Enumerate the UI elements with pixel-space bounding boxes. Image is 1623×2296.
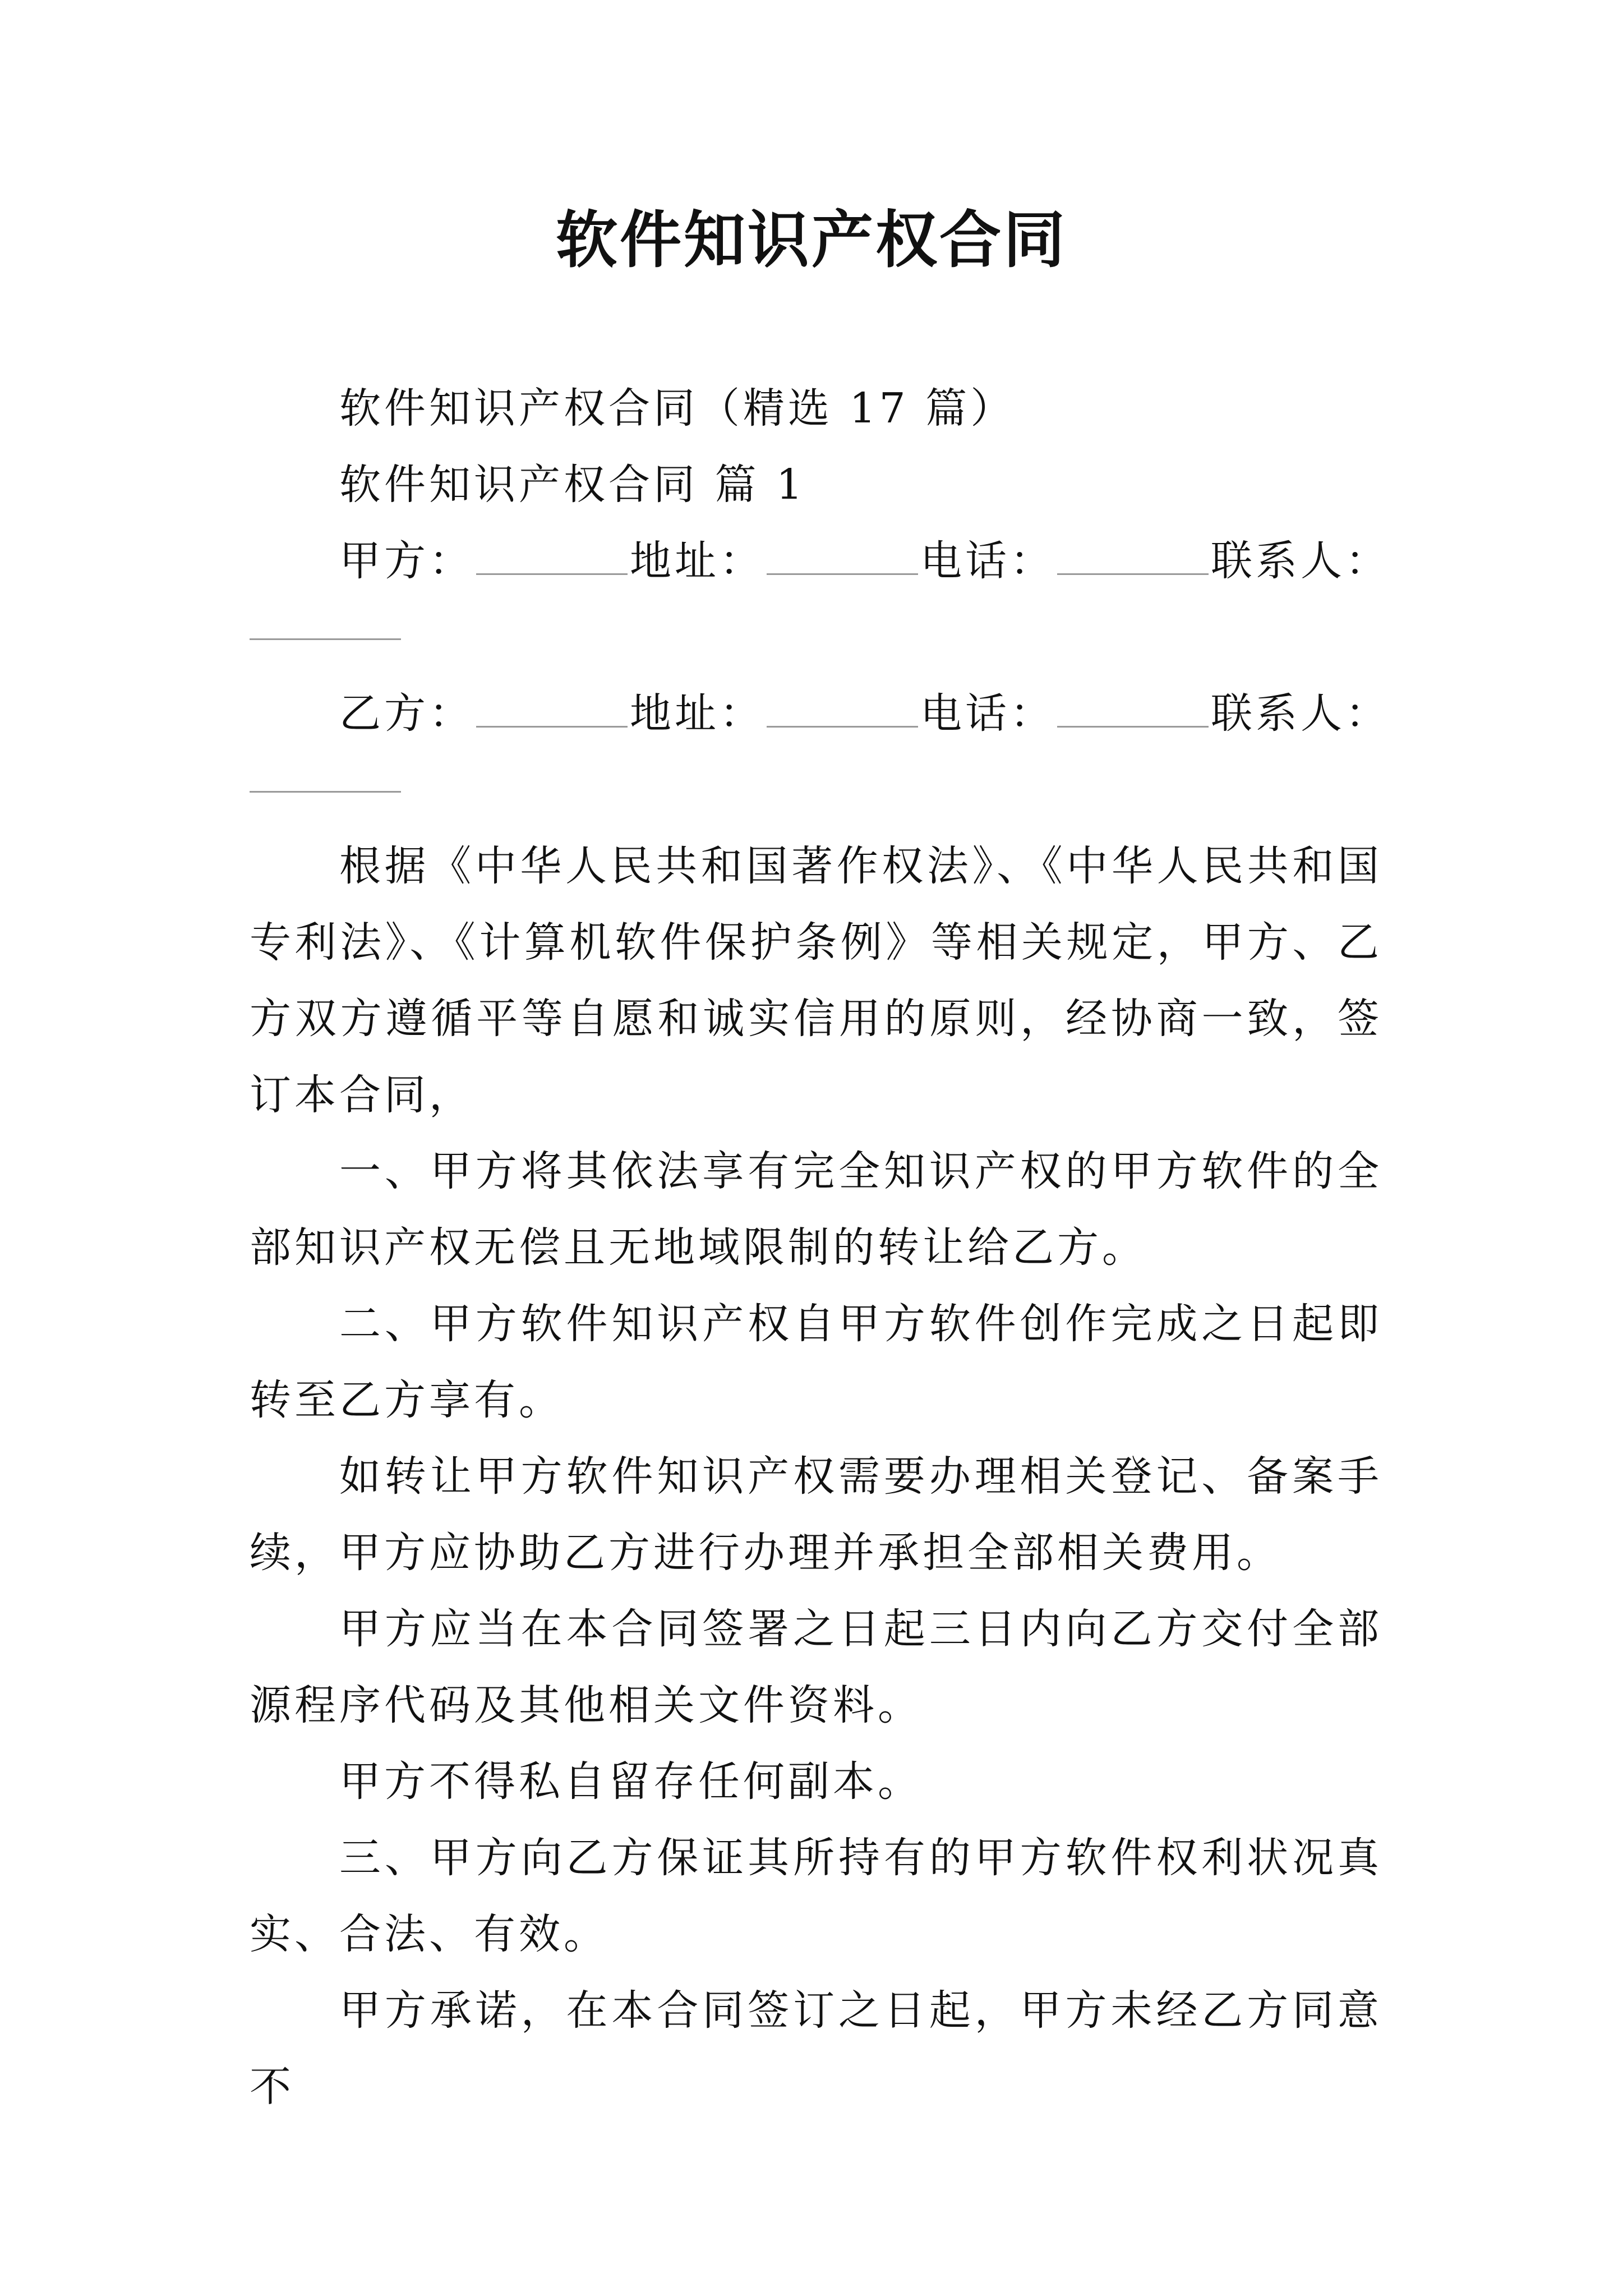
paragraph: 甲方承诺，在本合同签订之日起，甲方未经乙方同意不 (250, 1986, 1382, 2111)
document-subtitle: 软件知识产权合同（精选 17 篇） (339, 384, 1016, 432)
party-a-phone-blank (1057, 534, 1209, 575)
paragraph: 甲方不得私自留存任何副本。 (339, 1757, 923, 1806)
party-a-address-label: 地址： (630, 537, 764, 585)
paragraph: 一、甲方将其依法享有完全知识产权的甲方软件的全部知识产权无偿且无地域限制的转让给乙方。 (250, 1147, 1382, 1272)
party-a-name-blank (476, 534, 628, 575)
paragraph: 根据《中华人民共和国著作权法》、《中华人民共和国专利法》、《计算机软件保护条例》等相关规定，甲方、乙方双方遵循平等自愿和诚实信用的原则，经协商一致，签订本合同， (250, 842, 1382, 1119)
paragraph: 三、甲方向乙方保证其所持有的甲方软件权利状况真实、合法、有效。 (250, 1834, 1382, 1958)
party-b-phone-label: 电话： (920, 689, 1055, 738)
paragraph: 二、甲方软件知识产权自甲方软件创作完成之日起即转至乙方享有。 (250, 1300, 1382, 1424)
party-b-label: 乙方： (339, 689, 474, 738)
party-a-line (250, 523, 1390, 599)
section-heading: 软件知识产权合同 篇 1 (339, 461, 806, 509)
party-b-contact-line (250, 752, 1382, 828)
party-b-phone-blank (1057, 687, 1209, 728)
party-a-address-blank (767, 534, 918, 575)
document-title: 软件知识产权合同 (556, 204, 1067, 276)
party-b-contact-blank (250, 752, 401, 793)
party-b-address-blank (767, 687, 918, 728)
party-b-line (250, 675, 1390, 752)
party-a-contact-label: 联系人： (1211, 537, 1390, 585)
party-a-label: 甲方： (339, 537, 474, 585)
document-body (250, 370, 1390, 2125)
party-a-phone-label: 电话： (920, 537, 1055, 585)
party-b-address-label: 地址： (630, 689, 764, 738)
party-b-contact-label: 联系人： (1211, 689, 1390, 738)
party-a-contact-blank (250, 599, 401, 640)
party-a-contact-line (250, 599, 1382, 675)
party-b-name-blank (476, 687, 628, 728)
paragraph: 甲方应当在本合同签署之日起三日内向乙方交付全部源程序代码及其他相关文件资料。 (250, 1605, 1382, 1729)
paragraph: 如转让甲方软件知识产权需要办理相关登记、备案手续，甲方应协助乙方进行办理并承担全部相关费用。 (250, 1452, 1382, 1577)
